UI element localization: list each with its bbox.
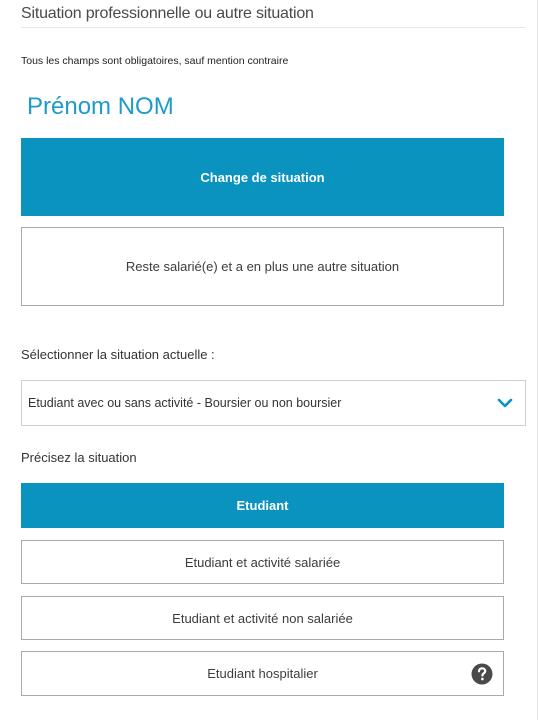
current-situation-value: Etudiant avec ou sans activité - Boursier ou non boursier <box>28 396 342 410</box>
option-etudiant-activite-salariee[interactable] <box>21 540 504 584</box>
option-etudiant-activite-salariee-label: Etudiant et activité salariée <box>184 554 341 570</box>
option-etudiant-activite-non-salariee-label: Etudiant et activité non salariée <box>172 610 353 626</box>
option-etudiant[interactable] <box>21 483 504 528</box>
person-name: Prénom NOM <box>27 93 174 120</box>
keep-employee-label: Reste salarié(e) et a en plus une autre situation <box>125 259 400 274</box>
help-circle-icon[interactable] <box>471 663 493 685</box>
option-etudiant-hospitalier[interactable] <box>21 651 504 696</box>
required-fields-note: Tous les champs sont obligatoires, sauf mention contraire <box>21 55 289 67</box>
current-situation-label: Sélectionner la situation actuelle : <box>21 347 215 362</box>
precise-situation-label: Précisez la situation <box>21 450 137 465</box>
option-etudiant-hospitalier-label: Etudiant hospitalier <box>207 666 318 681</box>
section-divider <box>21 27 526 28</box>
option-etudiant-activite-non-salariee[interactable] <box>21 596 504 640</box>
chevron-down-icon[interactable] <box>485 381 525 425</box>
change-situation-option[interactable] <box>21 138 504 216</box>
current-situation-select[interactable] <box>21 380 526 426</box>
change-situation-label: Change de situation <box>200 169 325 185</box>
section-title: Situation professionnelle ou autre situation <box>21 5 314 22</box>
keep-employee-option[interactable] <box>21 227 504 306</box>
option-etudiant-label: Etudiant <box>236 498 289 513</box>
